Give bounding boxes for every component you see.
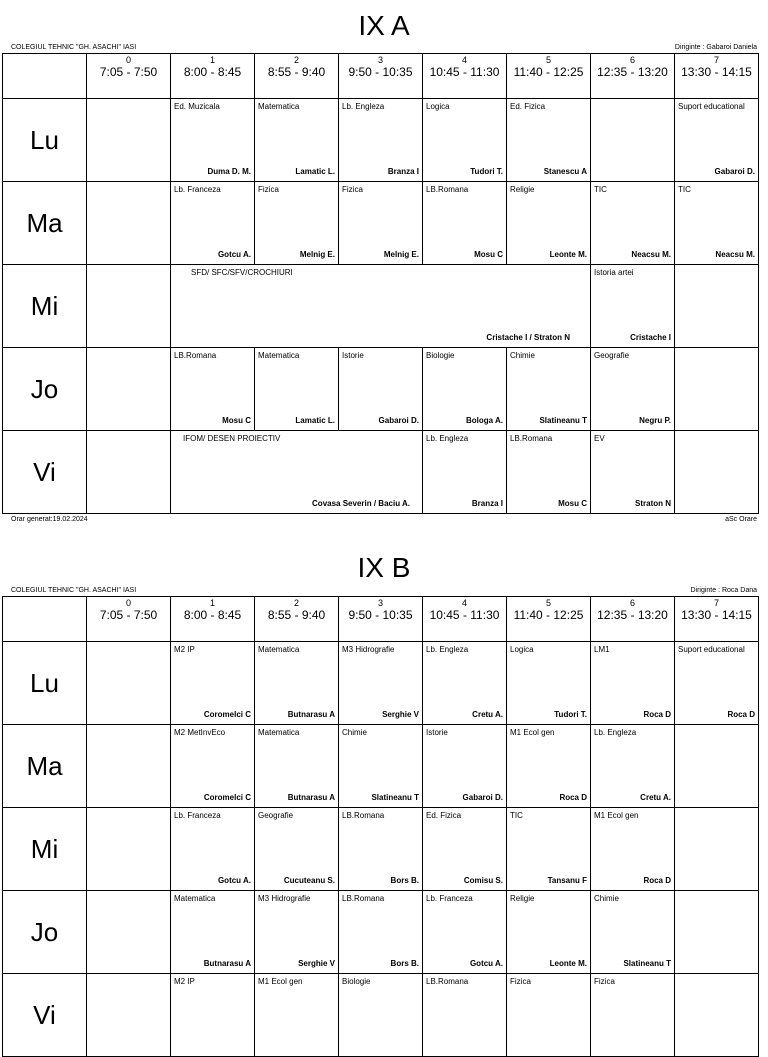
lesson-subject: SFD/ SFC/SFV/CROCHIURI [191, 268, 293, 277]
day-row-ma [3, 725, 759, 808]
lesson-subject: LM1 [594, 645, 610, 654]
lesson-subject: Ed. Fizica [510, 102, 546, 111]
lesson-cell [591, 974, 675, 1057]
lesson-cell-empty [675, 974, 759, 1057]
lesson-teacher: Serghie V [382, 710, 419, 719]
lesson-subject: Istorie [342, 351, 364, 360]
lesson-cell [423, 725, 507, 808]
lesson-cell [591, 725, 675, 808]
lesson-cell [171, 891, 255, 974]
lesson-cell-empty [87, 265, 171, 348]
lesson-cell [255, 99, 339, 182]
lesson-cell [507, 974, 591, 1057]
lesson-cell [507, 725, 591, 808]
lesson-subject: Biologie [342, 977, 371, 986]
period-header: 6 12:35 - 13:20 [591, 54, 675, 99]
lesson-subject: Lb. Franceza [174, 185, 221, 194]
lesson-subject: LB.Romana [174, 351, 217, 360]
lesson-subject: Ed. Fizica [426, 811, 462, 820]
lesson-teacher: Leonte M. [549, 250, 587, 259]
lesson-subject: M2 MetInvEco [174, 728, 226, 737]
lesson-teacher: Cristache I / Straton N [486, 333, 570, 342]
lesson-teacher: Tudori T. [470, 167, 503, 176]
lesson-teacher: Bologa A. [465, 416, 503, 425]
lesson-subject: M3 Hidrografie [342, 645, 395, 654]
lesson-cell-empty [675, 891, 759, 974]
lesson-cell [507, 182, 591, 265]
lesson-teacher: Covasa Severin / Baciu A. [312, 499, 410, 508]
lesson-subject: EV [594, 434, 605, 443]
lesson-teacher: Slatineanu T [623, 959, 671, 968]
lesson-subject: Matematica [258, 351, 300, 360]
lesson-cell [507, 642, 591, 725]
lesson-teacher: Cristache I [630, 333, 671, 342]
lesson-teacher: Cretu A. [472, 710, 503, 719]
day-label: Jo [3, 348, 87, 431]
lesson-cell [423, 348, 507, 431]
lesson-cell [339, 725, 423, 808]
lesson-teacher: Mosu C [474, 250, 503, 259]
lesson-cell-empty [87, 891, 171, 974]
lesson-subject: Lb. Engleza [342, 102, 385, 111]
lesson-teacher: Melnig E. [383, 250, 419, 259]
lesson-teacher: Roca D [559, 793, 587, 802]
period-header: 3 9:50 - 10:35 [339, 597, 423, 642]
lesson-teacher: Bors B. [390, 959, 419, 968]
day-row-mi [3, 808, 759, 891]
lesson-cell [171, 182, 255, 265]
lesson-teacher: Gotcu A. [217, 250, 251, 259]
lesson-subject: LB.Romana [342, 894, 385, 903]
lesson-subject: M1 Ecol gen [258, 977, 303, 986]
day-label: Mi [3, 808, 87, 891]
lesson-teacher: Branza I [387, 167, 419, 176]
day-label: Jo [3, 891, 87, 974]
lesson-subject: LB.Romana [426, 185, 469, 194]
lesson-teacher: Serghie V [298, 959, 335, 968]
day-label: Lu [3, 99, 87, 182]
lesson-cell [591, 265, 675, 348]
lesson-teacher: Branza I [471, 499, 503, 508]
lesson-cell [339, 808, 423, 891]
lesson-cell [591, 891, 675, 974]
lesson-cell-empty [675, 265, 759, 348]
day-row-vi [3, 431, 759, 514]
lesson-subject: Lb. Engleza [426, 645, 469, 654]
lesson-cell [507, 431, 591, 514]
lesson-cell [423, 891, 507, 974]
lesson-subject: TIC [678, 185, 691, 194]
lesson-cell [339, 348, 423, 431]
lesson-subject: IFOM/ DESEN PROIECTIV [183, 434, 281, 443]
lesson-subject: Logica [510, 645, 534, 654]
lesson-teacher: Coromelci C [203, 793, 251, 802]
period-header: 7 13:30 - 14:15 [675, 597, 759, 642]
lesson-teacher: Gabaroi D. [378, 416, 419, 425]
lesson-cell-empty [675, 431, 759, 514]
lesson-teacher: Gabaroi D. [714, 167, 755, 176]
lesson-cell [675, 642, 759, 725]
lesson-teacher: Gotcu A. [217, 876, 251, 885]
lesson-teacher: Roca D [727, 710, 755, 719]
day-row-lu [3, 642, 759, 725]
lesson-teacher: Lamatic L. [295, 416, 335, 425]
lesson-subject: LB.Romana [426, 977, 469, 986]
lesson-cell [255, 642, 339, 725]
lesson-cell [675, 182, 759, 265]
lesson-cell [591, 348, 675, 431]
day-label: Vi [3, 974, 87, 1057]
lesson-cell [255, 974, 339, 1057]
period-header-row [3, 54, 759, 99]
lesson-subject: Religie [510, 894, 535, 903]
class-master: Diriginte : Roca Dana [690, 587, 757, 594]
lesson-cell-empty [87, 808, 171, 891]
lesson-teacher: Negru P. [639, 416, 671, 425]
lesson-teacher: Melnig E. [299, 250, 335, 259]
lesson-cell-empty [87, 431, 171, 514]
day-label: Lu [3, 642, 87, 725]
lesson-cell-group [171, 431, 423, 514]
corner-cell [3, 597, 87, 642]
lesson-teacher: Butnarasu A [287, 710, 335, 719]
lesson-subject: Religie [510, 185, 535, 194]
lesson-cell [171, 99, 255, 182]
lesson-cell [171, 642, 255, 725]
lesson-teacher: Tansanu F [547, 876, 587, 885]
lesson-cell [591, 182, 675, 265]
lesson-cell-empty [87, 642, 171, 725]
lesson-subject: Lb. Engleza [426, 434, 469, 443]
lesson-cell [255, 725, 339, 808]
generated-date: Orar generat:19.02.2024 [11, 516, 88, 523]
lesson-cell-empty [87, 348, 171, 431]
lesson-teacher: Neacsu M. [715, 250, 755, 259]
lesson-subject: M1 Ecol gen [594, 811, 639, 820]
lesson-cell [423, 431, 507, 514]
lesson-subject: Lb. Franceza [174, 811, 221, 820]
lesson-subject: Istorie [426, 728, 448, 737]
lesson-subject: Lb. Engleza [594, 728, 637, 737]
lesson-subject: Lb. Franceza [426, 894, 473, 903]
lesson-teacher: Gabaroi D. [462, 793, 503, 802]
lesson-subject: M1 Ecol gen [510, 728, 555, 737]
period-header: 0 7:05 - 7:50 [87, 597, 171, 642]
lesson-cell [255, 182, 339, 265]
lesson-subject: Fizica [510, 977, 531, 986]
lesson-cell [507, 348, 591, 431]
lesson-subject: Logica [426, 102, 450, 111]
lesson-cell [675, 99, 759, 182]
school-name: COLEGIUL TEHNIC "GH. ASACHI" IASI [11, 44, 137, 51]
day-label: Ma [3, 182, 87, 265]
lesson-cell [591, 808, 675, 891]
period-header: 6 12:35 - 13:20 [591, 597, 675, 642]
lesson-cell-empty [87, 99, 171, 182]
day-label: Mi [3, 265, 87, 348]
lesson-cell-empty [675, 348, 759, 431]
lesson-subject: Biologie [426, 351, 455, 360]
lesson-teacher: Butnarasu A [203, 959, 251, 968]
lesson-cell-empty [675, 725, 759, 808]
lesson-subject: Fizica [594, 977, 615, 986]
lesson-cell [171, 974, 255, 1057]
lesson-cell [255, 808, 339, 891]
lesson-cell [339, 182, 423, 265]
lesson-teacher: Duma D. M. [207, 167, 251, 176]
lesson-subject: TIC [594, 185, 607, 194]
corner-cell [3, 54, 87, 99]
lesson-cell [339, 642, 423, 725]
lesson-subject: M2 IP [174, 645, 195, 654]
lesson-teacher: Mosu C [222, 416, 251, 425]
lesson-subject: Chimie [342, 728, 367, 737]
lesson-subject: Suport educational [678, 102, 745, 111]
lesson-cell-group [171, 265, 591, 348]
lesson-cell [339, 974, 423, 1057]
lesson-cell [171, 725, 255, 808]
class-master: Diriginte : Gabaroi Daniela [674, 44, 757, 51]
lesson-teacher: Slatineanu T [371, 793, 419, 802]
day-row-jo [3, 348, 759, 431]
lesson-subject: Suport educational [678, 645, 745, 654]
lesson-subject: Ed. Muzicala [174, 102, 220, 111]
day-label: Vi [3, 431, 87, 514]
school-name: COLEGIUL TEHNIC "GH. ASACHI" IASI [11, 587, 137, 594]
lesson-cell [507, 891, 591, 974]
lesson-subject: M2 IP [174, 977, 195, 986]
lesson-teacher: Roca D [643, 710, 671, 719]
period-header: 4 10:45 - 11:30 [423, 54, 507, 99]
lesson-cell-empty [591, 99, 675, 182]
schedule-grid [2, 596, 759, 1057]
lesson-cell [339, 99, 423, 182]
lesson-cell [171, 348, 255, 431]
lesson-subject: LB.Romana [510, 434, 553, 443]
lesson-cell [591, 642, 675, 725]
lesson-teacher: Gotcu A. [469, 959, 503, 968]
lesson-teacher: Cucuteanu S. [283, 876, 335, 885]
lesson-subject: Fizica [258, 185, 279, 194]
lesson-cell [507, 808, 591, 891]
lesson-subject: Istoria artei [594, 268, 634, 277]
lesson-teacher: Mosu C [558, 499, 587, 508]
lesson-cell [423, 99, 507, 182]
lesson-teacher: Slatineanu T [539, 416, 587, 425]
lesson-subject: Geografie [594, 351, 630, 360]
lesson-subject: Matematica [258, 645, 300, 654]
lesson-cell-empty [87, 725, 171, 808]
class-title: IX B [357, 552, 411, 583]
lesson-cell [507, 99, 591, 182]
lesson-cell [423, 808, 507, 891]
period-header: 1 8:00 - 8:45 [171, 597, 255, 642]
lesson-teacher: Butnarasu A [287, 793, 335, 802]
lesson-teacher: Cretu A. [640, 793, 671, 802]
period-header: 7 13:30 - 14:15 [675, 54, 759, 99]
period-header: 5 11:40 - 12:25 [507, 54, 591, 99]
lesson-subject: M3 Hidrografie [258, 894, 311, 903]
period-header: 5 11:40 - 12:25 [507, 597, 591, 642]
lesson-teacher: Stanescu A [543, 167, 587, 176]
lesson-teacher: Comisu S. [463, 876, 503, 885]
lesson-subject: Fizica [342, 185, 363, 194]
lesson-teacher: Coromelci C [203, 710, 251, 719]
lesson-cell [255, 348, 339, 431]
period-header: 1 8:00 - 8:45 [171, 54, 255, 99]
lesson-teacher: Bors B. [390, 876, 419, 885]
lesson-subject: Matematica [174, 894, 216, 903]
lesson-teacher: Tudori T. [554, 710, 587, 719]
period-header: 2 8:55 - 9:40 [255, 54, 339, 99]
day-row-jo [3, 891, 759, 974]
software-credit: aSc Orare [725, 516, 757, 523]
period-header: 2 8:55 - 9:40 [255, 597, 339, 642]
period-header: 0 7:05 - 7:50 [87, 54, 171, 99]
lesson-subject: TIC [510, 811, 523, 820]
day-row-lu [3, 99, 759, 182]
lesson-cell-empty [87, 182, 171, 265]
period-header: 4 10:45 - 11:30 [423, 597, 507, 642]
lesson-subject: Chimie [594, 894, 619, 903]
lesson-teacher: Leonte M. [549, 959, 587, 968]
lesson-cell [255, 891, 339, 974]
day-row-mi [3, 265, 759, 348]
lesson-subject: Matematica [258, 102, 300, 111]
lesson-subject: Geografie [258, 811, 294, 820]
day-row-ma [3, 182, 759, 265]
period-header: 3 9:50 - 10:35 [339, 54, 423, 99]
lesson-cell [423, 642, 507, 725]
lesson-teacher: Lamatic L. [295, 167, 335, 176]
lesson-cell [591, 431, 675, 514]
lesson-teacher: Roca D [643, 876, 671, 885]
lesson-teacher: Neacsu M. [631, 250, 671, 259]
lesson-cell-empty [675, 808, 759, 891]
lesson-cell [339, 891, 423, 974]
lesson-cell-empty [87, 974, 171, 1057]
lesson-teacher: Straton N [635, 499, 671, 508]
lesson-cell [423, 182, 507, 265]
lesson-subject: Chimie [510, 351, 535, 360]
lesson-subject: LB.Romana [342, 811, 385, 820]
period-header-row [3, 597, 759, 642]
class-title: IX A [358, 10, 410, 41]
lesson-cell [423, 974, 507, 1057]
lesson-subject: Matematica [258, 728, 300, 737]
day-row-vi [3, 974, 759, 1057]
day-label: Ma [3, 725, 87, 808]
lesson-cell [171, 808, 255, 891]
schedule-grid [2, 53, 759, 514]
